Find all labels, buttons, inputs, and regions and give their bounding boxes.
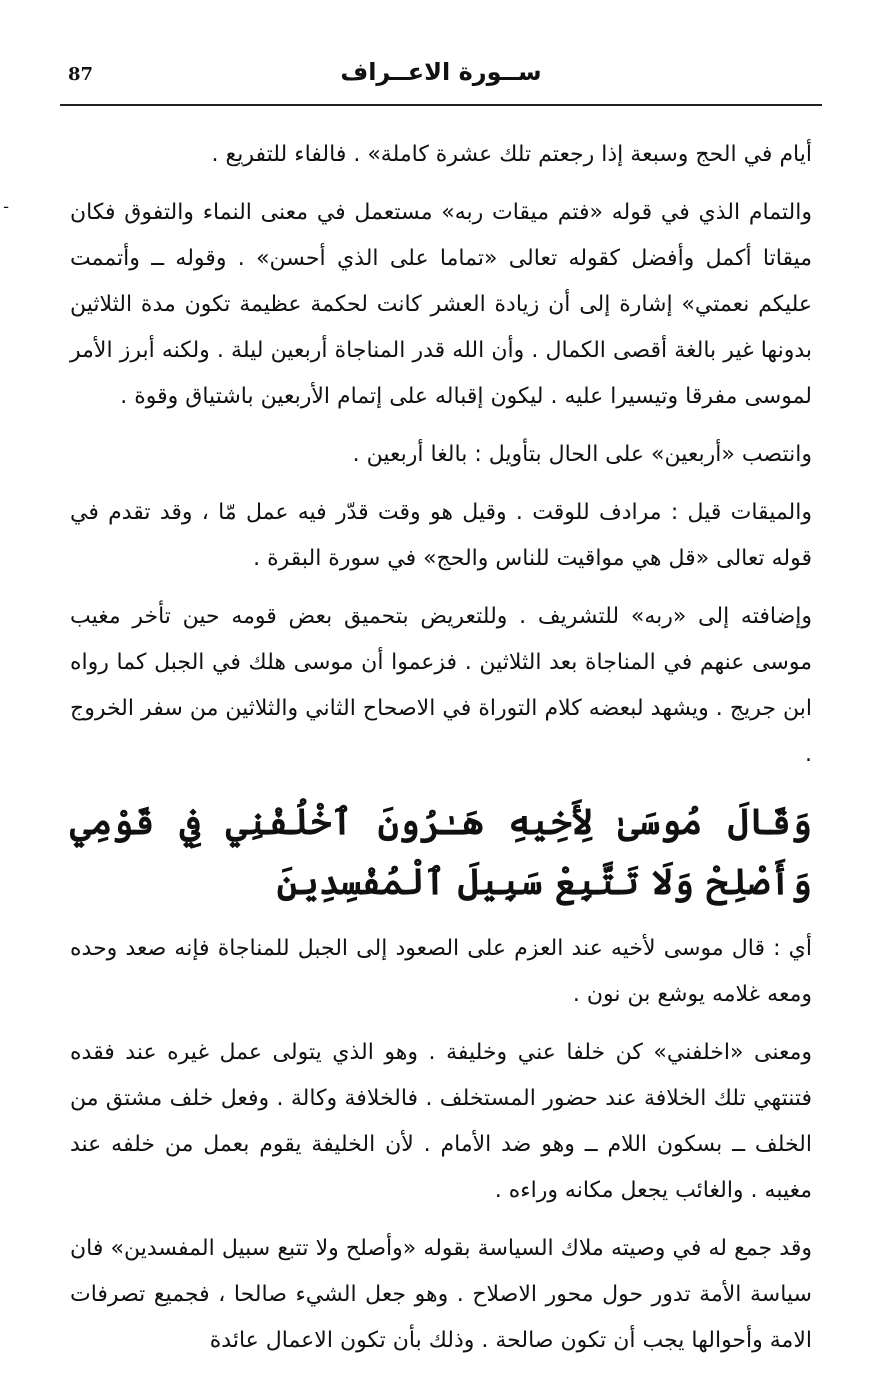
paragraph-1: أيام في الحج وسبعة إذا رجعتم تلك عشرة كاملة» . فالفاء للتفريع .: [211, 142, 812, 167]
paragraph-5: وإضافته إلى «ربه» للتشريف . وللتعريض بتحميق بعض قومه حين تأخر مغيب موسى عنهم في المناجاة بعد الثلاثين . فزعموا أن موسى هلك في الجبل كما رواه ابن جريج . ويشهد لبعضه كلام التوراة في الاصحاح الثاني والثلاثين من سفر الخروج .: [70, 604, 812, 767]
body-text: [70, 132, 812, 1376]
paragraph-7: ومعنى «اخلفني» كن خلفا عني وخليفة . وهو الذي يتولى عمل غيره عند فقده فتنتهي تلك الخلافة عند حضور المستخلف . فالخلافة وكالة . وفعل خلف مشتق من الخلف ــ بسكون اللام ــ وهو ضد الأمام . لأن الخليفة يقوم بعمل من خلفه عند مغيبه . والغائب يجعل مكانه وراءه .: [70, 1040, 812, 1203]
quran-verse: وَقَالَ مُوسَىٰ لِأَخِيهِ هَـٰرُونَ ٱخْلُفْنِي فِي قَوْمِي وَأَصْلِحْ وَلَا تَتَّبِعْ سَبِيلَ ٱلْمُفْسِدِينَ: [70, 801, 812, 903]
paragraph-4: والميقات قيل : مرادف للوقت . وقيل هو وقت قدّر فيه عمل مّا ، وقد تقدم في قوله تعالى «قل هي مواقيت للناس والحج» في سورة البقرة .: [70, 500, 812, 571]
paragraph-8: وقد جمع له في وصيته ملاك السياسة بقوله «وأصلح ولا تتبع سبيل المفسدين» فان سياسة الأمة تدور حول محور الاصلاح . وهو جعل الشيء صالحا ، فجميع تصرفات الامة وأحوالها يجب أن تكون صالحة . وذلك بأن تكون الاعمال عائدة: [70, 1236, 812, 1353]
paragraph-2: والتمام الذي في قوله «فتم ميقات ربه» مستعمل في معنى النماء والتفوق فكان ميقاتا أكمل وأفضل كقوله تعالى «تماما على الذي أحسن» . وقوله ــ وأتممت عليكم نعمتي» إشارة إلى أن زيادة العشر كانت لحكمة عظيمة تكون مدة الثلاثين بدونها غير بالغة أقصى الكمال . وأن الله قدر المناجاة أربعين ليلة . ولكنه أبرز الأمر لموسى مفرقا وتيسيرا عليه . ليكون إقباله على إتمام الأربعين باشتياق وقوة .: [70, 200, 812, 409]
surah-title: ســورة الاعــراف: [340, 58, 542, 86]
page-number: 87: [68, 64, 94, 85]
paragraph-6: أي : قال موسى لأخيه عند العزم على الصعود إلى الجبل للمناجاة فإنه صعد وحده ومعه غلامه يوشع بن نون .: [70, 936, 812, 1007]
page-header: [60, 58, 822, 96]
paragraph-3: وانتصب «أربعين» على الحال بتأويل : بالغا أربعين .: [352, 442, 812, 467]
header-rule: [60, 104, 822, 106]
margin-mark: ـ: [4, 196, 9, 212]
